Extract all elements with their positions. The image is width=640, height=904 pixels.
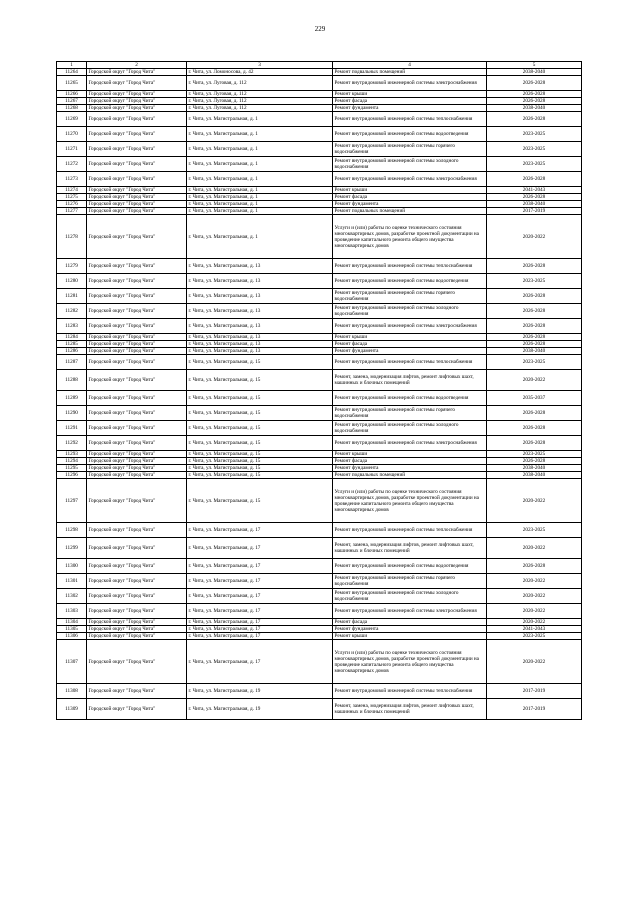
table-row <box>57 640 582 684</box>
address-cell: г. Чита, ул. Магистральная, д. 15 <box>187 458 333 465</box>
address-cell: г. Чита, ул. Магистральная, д. 1 <box>187 187 333 194</box>
period-cell: 2020-2022 <box>487 370 582 391</box>
address-cell: г. Чита, ул. Магистральная, д. 13 <box>187 259 333 274</box>
table-row <box>57 142 582 157</box>
municipality-cell: Городской округ "Город Чита" <box>87 69 187 76</box>
municipality-cell: Городской округ "Город Чита" <box>87 208 187 215</box>
row-number: 11290 <box>57 406 87 421</box>
municipality-cell: Городской округ "Город Чита" <box>87 391 187 406</box>
address-cell: г. Чита, ул. Луговая, д. 112 <box>187 105 333 112</box>
municipality-cell: Городской округ "Город Чита" <box>87 201 187 208</box>
work-type-cell: Ремонт внутридомовой инженерной системы холодного водоснабжения <box>333 157 487 172</box>
municipality-cell: Городской округ "Город Чита" <box>87 112 187 127</box>
row-number: 11285 <box>57 341 87 348</box>
address-cell: г. Чита, ул. Магистральная, д. 13 <box>187 304 333 319</box>
period-cell: 2023-2025 <box>487 355 582 370</box>
table-row <box>57 626 582 633</box>
row-number: 11283 <box>57 319 87 334</box>
table-row <box>57 391 582 406</box>
row-number: 11276 <box>57 201 87 208</box>
row-number: 11308 <box>57 684 87 699</box>
column-header-work-type: 4 <box>333 62 487 69</box>
period-cell: 2026-2028 <box>487 436 582 451</box>
address-cell: г. Чита, ул. Магистральная, д. 17 <box>187 523 333 538</box>
row-number: 11303 <box>57 604 87 619</box>
address-cell: г. Чита, ул. Магистральная, д. 13 <box>187 289 333 304</box>
row-number: 11291 <box>57 421 87 436</box>
address-cell: г. Чита, ул. Магистральная, д. 15 <box>187 479 333 523</box>
address-cell: г. Чита, ул. Магистральная, д. 17 <box>187 604 333 619</box>
work-type-cell: Ремонт фасада <box>333 619 487 626</box>
period-cell: 2020-2022 <box>487 215 582 259</box>
address-cell: г. Чита, ул. Магистральная, д. 1 <box>187 201 333 208</box>
row-number: 11307 <box>57 640 87 684</box>
period-cell: 2023-2025 <box>487 142 582 157</box>
row-number: 11287 <box>57 355 87 370</box>
table-row <box>57 479 582 523</box>
row-number: 11286 <box>57 348 87 355</box>
row-number: 11278 <box>57 215 87 259</box>
row-number: 11268 <box>57 105 87 112</box>
municipality-cell: Городской округ "Город Чита" <box>87 436 187 451</box>
row-number: 11270 <box>57 127 87 142</box>
address-cell: г. Чита, ул. Луговая, д. 112 <box>187 76 333 91</box>
row-number: 11298 <box>57 523 87 538</box>
table-row <box>57 194 582 201</box>
table-row <box>57 436 582 451</box>
row-number: 11294 <box>57 458 87 465</box>
address-cell: г. Чита, ул. Магистральная, д. 17 <box>187 589 333 604</box>
municipality-cell: Городской округ "Город Чита" <box>87 142 187 157</box>
table-row <box>57 699 582 720</box>
municipality-cell: Городской округ "Город Чита" <box>87 259 187 274</box>
work-type-cell: Ремонт внутридомовой инженерной системы водоотведения <box>333 559 487 574</box>
period-cell: 2038-2040 <box>487 472 582 479</box>
municipality-cell: Городской округ "Город Чита" <box>87 684 187 699</box>
work-type-cell: Ремонт крыши <box>333 187 487 194</box>
work-type-cell: Ремонт подвальных помещений <box>333 69 487 76</box>
row-number: 11264 <box>57 69 87 76</box>
period-cell: 2026-2028 <box>487 98 582 105</box>
address-cell: г. Чита, ул. Магистральная, д. 17 <box>187 574 333 589</box>
period-cell: 2035-2037 <box>487 391 582 406</box>
address-cell: г. Чита, ул. Магистральная, д. 1 <box>187 208 333 215</box>
table-row <box>57 604 582 619</box>
address-cell: г. Чита, ул. Магистральная, д. 17 <box>187 626 333 633</box>
period-cell: 2023-2025 <box>487 633 582 640</box>
period-cell: 2026-2028 <box>487 259 582 274</box>
address-cell: г. Чита, ул. Магистральная, д. 15 <box>187 370 333 391</box>
row-number: 11272 <box>57 157 87 172</box>
period-cell: 2026-2028 <box>487 91 582 98</box>
table-row <box>57 127 582 142</box>
period-cell: 2020-2022 <box>487 589 582 604</box>
table-row <box>57 538 582 559</box>
table-row <box>57 69 582 76</box>
table-row <box>57 559 582 574</box>
address-cell: г. Чита, ул. Магистральная, д. 15 <box>187 391 333 406</box>
address-cell: г. Чита, ул. Магистральная, д. 1 <box>187 215 333 259</box>
row-number: 11269 <box>57 112 87 127</box>
municipality-cell: Городской округ "Город Чита" <box>87 127 187 142</box>
work-type-cell: Ремонт фундамента <box>333 626 487 633</box>
work-type-cell: Ремонт фундамента <box>333 348 487 355</box>
table-row <box>57 259 582 274</box>
table-row <box>57 304 582 319</box>
column-header-address: 3 <box>187 62 333 69</box>
row-number: 11282 <box>57 304 87 319</box>
table-row <box>57 451 582 458</box>
period-cell: 2026-2028 <box>487 559 582 574</box>
table-row <box>57 465 582 472</box>
period-cell: 2017-2019 <box>487 208 582 215</box>
period-cell: 2020-2022 <box>487 619 582 626</box>
table-row <box>57 201 582 208</box>
municipality-cell: Городской округ "Город Чита" <box>87 98 187 105</box>
work-type-cell: Ремонт фасада <box>333 98 487 105</box>
work-type-cell: Ремонт подвальных помещений <box>333 472 487 479</box>
table-row <box>57 172 582 187</box>
municipality-cell: Городской округ "Город Чита" <box>87 559 187 574</box>
row-number: 11277 <box>57 208 87 215</box>
table-row <box>57 319 582 334</box>
table-row <box>57 208 582 215</box>
address-cell: г. Чита, ул. Магистральная, д. 17 <box>187 559 333 574</box>
table-row <box>57 633 582 640</box>
municipality-cell: Городской округ "Город Чита" <box>87 334 187 341</box>
period-cell: 2038-2040 <box>487 69 582 76</box>
work-type-cell: Ремонт внутридомовой инженерной системы водоотведения <box>333 391 487 406</box>
municipality-cell: Городской округ "Город Чита" <box>87 538 187 559</box>
period-cell: 2020-2022 <box>487 604 582 619</box>
municipality-cell: Городской округ "Город Чита" <box>87 589 187 604</box>
work-type-cell: Ремонт внутридомовой инженерной системы теплоснабжения <box>333 259 487 274</box>
municipality-cell: Городской округ "Город Чита" <box>87 105 187 112</box>
address-cell: г. Чита, ул. Магистральная, д. 15 <box>187 472 333 479</box>
table-row <box>57 187 582 194</box>
table-row <box>57 523 582 538</box>
address-cell: г. Чита, ул. Магистральная, д. 15 <box>187 355 333 370</box>
municipality-cell: Городской округ "Город Чита" <box>87 274 187 289</box>
period-cell: 2026-2028 <box>487 304 582 319</box>
column-header-municipality: 2 <box>87 62 187 69</box>
address-cell: г. Чита, ул. Магистральная, д. 13 <box>187 334 333 341</box>
row-number: 11304 <box>57 619 87 626</box>
row-number: 11292 <box>57 436 87 451</box>
work-type-cell: Услуги и (или) работы по оценке технического состояния многоквартирных домов, разработке проектной документации на проведение капитального ремонта общего имущества многоквартирных домов <box>333 479 487 523</box>
municipality-cell: Городской округ "Город Чита" <box>87 76 187 91</box>
work-type-cell: Ремонт крыши <box>333 633 487 640</box>
table-row <box>57 91 582 98</box>
work-type-cell: Ремонт крыши <box>333 451 487 458</box>
period-cell: 2041-2043 <box>487 626 582 633</box>
work-type-cell: Ремонт внутридомовой инженерной системы водоотведения <box>333 274 487 289</box>
table-row <box>57 684 582 699</box>
period-cell: 2017-2019 <box>487 699 582 720</box>
address-cell: г. Чита, ул. Магистральная, д. 19 <box>187 684 333 699</box>
address-cell: г. Чита, ул. Магистральная, д. 15 <box>187 465 333 472</box>
period-cell: 2026-2028 <box>487 458 582 465</box>
municipality-cell: Городской округ "Город Чита" <box>87 604 187 619</box>
table-row <box>57 112 582 127</box>
period-cell: 2020-2022 <box>487 538 582 559</box>
row-number: 11274 <box>57 187 87 194</box>
period-cell: 2041-2043 <box>487 187 582 194</box>
municipality-cell: Городской округ "Город Чита" <box>87 421 187 436</box>
address-cell: г. Чита, ул. Ломоносова, д. 42 <box>187 69 333 76</box>
row-number: 11288 <box>57 370 87 391</box>
period-cell: 2026-2028 <box>487 76 582 91</box>
address-cell: г. Чита, ул. Магистральная, д. 15 <box>187 406 333 421</box>
address-cell: г. Чита, ул. Магистральная, д. 1 <box>187 172 333 187</box>
work-type-cell: Ремонт внутридомовой инженерной системы горячего водоснабжения <box>333 142 487 157</box>
work-type-cell: Ремонт крыши <box>333 91 487 98</box>
period-cell: 2026-2028 <box>487 172 582 187</box>
municipality-cell: Городской округ "Город Чита" <box>87 172 187 187</box>
period-cell: 2017-2019 <box>487 684 582 699</box>
work-type-cell: Ремонт внутридомовой инженерной системы горячего водоснабжения <box>333 289 487 304</box>
work-type-cell: Ремонт внутридомовой инженерной системы холодного водоснабжения <box>333 589 487 604</box>
work-type-cell: Услуги и (или) работы по оценке технического состояния многоквартирных домов, разработке проектной документации на проведение капитального ремонта общего имущества многоквартирных домов <box>333 640 487 684</box>
municipality-cell: Городской округ "Город Чита" <box>87 370 187 391</box>
work-type-cell: Ремонт внутридомовой инженерной системы электроснабжения <box>333 436 487 451</box>
table-row <box>57 76 582 91</box>
municipality-cell: Городской округ "Город Чита" <box>87 523 187 538</box>
table-header-row <box>57 62 582 69</box>
table-row <box>57 157 582 172</box>
municipality-cell: Городской округ "Город Чита" <box>87 319 187 334</box>
work-type-cell: Ремонт подвальных помещений <box>333 208 487 215</box>
work-type-cell: Ремонт внутридомовой инженерной системы электроснабжения <box>333 319 487 334</box>
work-type-cell: Ремонт, замена, модернизация лифтов, ремонт лифтовых шахт, машинных и блочных помещений <box>333 538 487 559</box>
period-cell: 2038-2040 <box>487 348 582 355</box>
work-type-cell: Ремонт внутридомовой инженерной системы электроснабжения <box>333 172 487 187</box>
municipality-cell: Городской округ "Город Чита" <box>87 633 187 640</box>
period-cell: 2023-2025 <box>487 523 582 538</box>
address-cell: г. Чита, ул. Магистральная, д. 13 <box>187 274 333 289</box>
work-type-cell: Ремонт внутридомовой инженерной системы теплоснабжения <box>333 684 487 699</box>
work-type-cell: Ремонт фасада <box>333 458 487 465</box>
address-cell: г. Чита, ул. Магистральная, д. 1 <box>187 157 333 172</box>
row-number: 11305 <box>57 626 87 633</box>
municipality-cell: Городской округ "Город Чита" <box>87 157 187 172</box>
period-cell: 2026-2028 <box>487 289 582 304</box>
period-cell: 2038-2040 <box>487 201 582 208</box>
capital-repair-table <box>56 61 582 720</box>
municipality-cell: Городской округ "Город Чита" <box>87 699 187 720</box>
work-type-cell: Ремонт крыши <box>333 334 487 341</box>
municipality-cell: Городской округ "Город Чита" <box>87 289 187 304</box>
work-type-cell: Ремонт фундамента <box>333 201 487 208</box>
row-number: 11297 <box>57 479 87 523</box>
period-cell: 2026-2028 <box>487 406 582 421</box>
municipality-cell: Городской округ "Город Чита" <box>87 626 187 633</box>
municipality-cell: Городской округ "Город Чита" <box>87 341 187 348</box>
row-number: 11301 <box>57 574 87 589</box>
work-type-cell: Ремонт фундамента <box>333 105 487 112</box>
work-type-cell: Ремонт внутридомовой инженерной системы теплоснабжения <box>333 112 487 127</box>
period-cell: 2023-2025 <box>487 451 582 458</box>
table-row <box>57 472 582 479</box>
row-number: 11300 <box>57 559 87 574</box>
table-row <box>57 574 582 589</box>
work-type-cell: Ремонт внутридомовой инженерной системы электроснабжения <box>333 604 487 619</box>
table-row <box>57 458 582 465</box>
address-cell: г. Чита, ул. Магистральная, д. 13 <box>187 341 333 348</box>
period-cell: 2026-2028 <box>487 421 582 436</box>
work-type-cell: Ремонт внутридомовой инженерной системы холодного водоснабжения <box>333 421 487 436</box>
table-row <box>57 289 582 304</box>
work-type-cell: Ремонт внутридомовой инженерной системы водоотведения <box>333 127 487 142</box>
municipality-cell: Городской округ "Город Чита" <box>87 215 187 259</box>
table-row <box>57 406 582 421</box>
municipality-cell: Городской округ "Город Чита" <box>87 619 187 626</box>
work-type-cell: Ремонт фундамента <box>333 465 487 472</box>
address-cell: г. Чита, ул. Магистральная, д. 1 <box>187 142 333 157</box>
municipality-cell: Городской округ "Город Чита" <box>87 91 187 98</box>
row-number: 11289 <box>57 391 87 406</box>
work-type-cell: Ремонт внутридомовой инженерной системы горячего водоснабжения <box>333 574 487 589</box>
row-number: 11267 <box>57 98 87 105</box>
period-cell: 2023-2025 <box>487 157 582 172</box>
work-type-cell: Ремонт, замена, модернизация лифтов, ремонт лифтовых шахт, машинных и блочных помещений <box>333 370 487 391</box>
period-cell: 2026-2028 <box>487 341 582 348</box>
work-type-cell: Ремонт внутридомовой инженерной системы электроснабжения <box>333 76 487 91</box>
address-cell: г. Чита, ул. Магистральная, д. 17 <box>187 538 333 559</box>
row-number: 11309 <box>57 699 87 720</box>
table-row <box>57 348 582 355</box>
row-number: 11306 <box>57 633 87 640</box>
row-number: 11265 <box>57 76 87 91</box>
row-number: 11280 <box>57 274 87 289</box>
row-number: 11281 <box>57 289 87 304</box>
table-row <box>57 619 582 626</box>
row-number: 11271 <box>57 142 87 157</box>
work-type-cell: Ремонт фасада <box>333 194 487 201</box>
period-cell: 2026-2028 <box>487 334 582 341</box>
address-cell: г. Чита, ул. Магистральная, д. 17 <box>187 619 333 626</box>
page-number: 229 <box>314 25 326 33</box>
municipality-cell: Городской округ "Город Чита" <box>87 458 187 465</box>
address-cell: г. Чита, ул. Магистральная, д. 13 <box>187 348 333 355</box>
period-cell: 2023-2025 <box>487 274 582 289</box>
table-row <box>57 370 582 391</box>
row-number: 11284 <box>57 334 87 341</box>
period-cell: 2023-2025 <box>487 127 582 142</box>
address-cell: г. Чита, ул. Луговая, д. 112 <box>187 98 333 105</box>
municipality-cell: Городской округ "Город Чита" <box>87 406 187 421</box>
work-type-cell: Ремонт внутридомовой инженерной системы холодного водоснабжения <box>333 304 487 319</box>
address-cell: г. Чита, ул. Магистральная, д. 13 <box>187 319 333 334</box>
work-type-cell: Ремонт внутридомовой инженерной системы горячего водоснабжения <box>333 406 487 421</box>
row-number: 11302 <box>57 589 87 604</box>
municipality-cell: Городской округ "Город Чита" <box>87 194 187 201</box>
address-cell: г. Чита, ул. Магистральная, д. 19 <box>187 699 333 720</box>
row-number: 11266 <box>57 91 87 98</box>
table-row <box>57 105 582 112</box>
period-cell: 2020-2022 <box>487 640 582 684</box>
period-cell: 2026-2028 <box>487 112 582 127</box>
row-number: 11299 <box>57 538 87 559</box>
column-header-number: 1 <box>57 62 87 69</box>
work-type-cell: Ремонт внутридомовой инженерной системы теплоснабжения <box>333 355 487 370</box>
municipality-cell: Городской округ "Город Чита" <box>87 472 187 479</box>
period-cell: 2026-2028 <box>487 319 582 334</box>
row-number: 11279 <box>57 259 87 274</box>
address-cell: г. Чита, ул. Магистральная, д. 17 <box>187 640 333 684</box>
table-row <box>57 98 582 105</box>
table-row <box>57 421 582 436</box>
row-number: 11296 <box>57 472 87 479</box>
work-type-cell: Услуги и (или) работы по оценке технического состояния многоквартирных домов, разработке проектной документации на проведение капитального ремонта общего имущества многоквартирных домов <box>333 215 487 259</box>
municipality-cell: Городской округ "Город Чита" <box>87 355 187 370</box>
table-row <box>57 589 582 604</box>
work-type-cell: Ремонт, замена, модернизация лифтов, ремонт лифтовых шахт, машинных и блочных помещений <box>333 699 487 720</box>
table-row <box>57 334 582 341</box>
row-number: 11273 <box>57 172 87 187</box>
municipality-cell: Городской округ "Город Чита" <box>87 640 187 684</box>
address-cell: г. Чита, ул. Магистральная, д. 15 <box>187 436 333 451</box>
table-row <box>57 274 582 289</box>
address-cell: г. Чита, ул. Магистральная, д. 1 <box>187 127 333 142</box>
municipality-cell: Городской округ "Город Чита" <box>87 348 187 355</box>
table-row <box>57 341 582 348</box>
period-cell: 2038-2040 <box>487 465 582 472</box>
work-type-cell: Ремонт фасада <box>333 341 487 348</box>
municipality-cell: Городской округ "Город Чита" <box>87 451 187 458</box>
address-cell: г. Чита, ул. Магистральная, д. 15 <box>187 451 333 458</box>
table-row <box>57 355 582 370</box>
municipality-cell: Городской округ "Город Чита" <box>87 304 187 319</box>
address-cell: г. Чита, ул. Магистральная, д. 17 <box>187 633 333 640</box>
row-number: 11293 <box>57 451 87 458</box>
work-type-cell: Ремонт внутридомовой инженерной системы теплоснабжения <box>333 523 487 538</box>
period-cell: 2020-2022 <box>487 479 582 523</box>
municipality-cell: Городской округ "Город Чита" <box>87 574 187 589</box>
table-row <box>57 215 582 259</box>
address-cell: г. Чита, ул. Магистральная, д. 15 <box>187 421 333 436</box>
address-cell: г. Чита, ул. Магистральная, д. 1 <box>187 194 333 201</box>
municipality-cell: Городской округ "Город Чита" <box>87 465 187 472</box>
municipality-cell: Городской округ "Город Чита" <box>87 187 187 194</box>
address-cell: г. Чита, ул. Магистральная, д. 1 <box>187 112 333 127</box>
row-number: 11295 <box>57 465 87 472</box>
municipality-cell: Городской округ "Город Чита" <box>87 479 187 523</box>
column-header-period: 5 <box>487 62 582 69</box>
period-cell: 2026-2028 <box>487 194 582 201</box>
address-cell: г. Чита, ул. Луговая, д. 112 <box>187 91 333 98</box>
period-cell: 2038-2040 <box>487 105 582 112</box>
period-cell: 2020-2022 <box>487 574 582 589</box>
row-number: 11275 <box>57 194 87 201</box>
